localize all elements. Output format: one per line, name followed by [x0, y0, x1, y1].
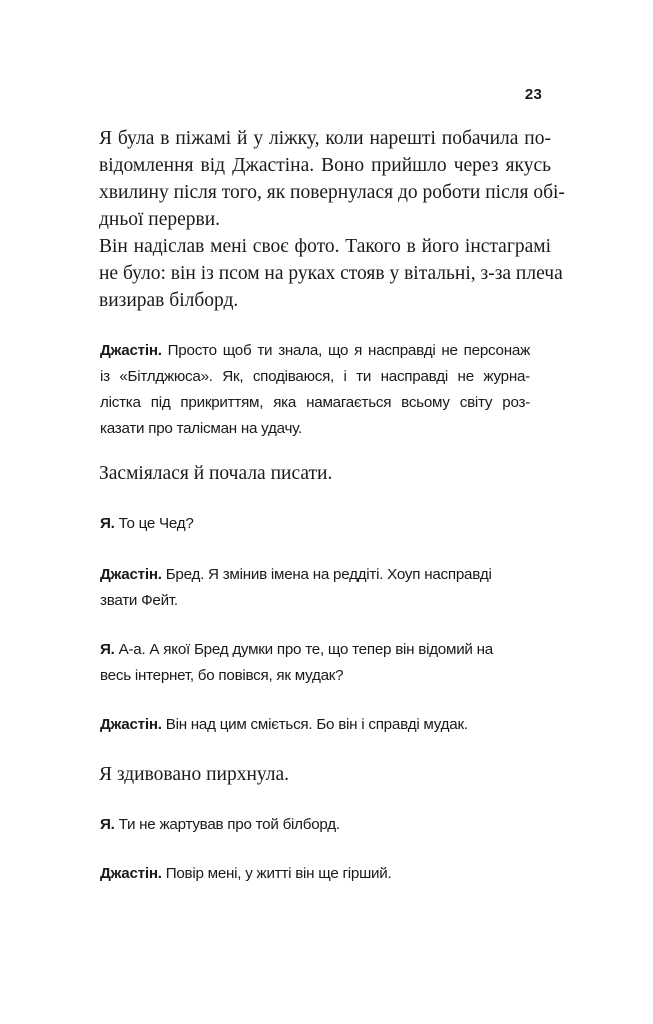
text-line	[100, 812, 530, 838]
paragraph	[99, 233, 563, 314]
page-number: 23	[524, 86, 542, 103]
text-line: Засміялася й почала писати.	[99, 463, 333, 484]
speaker-name: Джастін.	[100, 716, 162, 733]
chat-message	[100, 861, 530, 887]
text-line: весь інтернет, бо повівся, як мудак?	[100, 667, 344, 684]
text-line	[100, 861, 530, 887]
text-line: звати Фейт.	[100, 592, 178, 609]
text-line: хвилину після того, як повернулася до роботи після обі-	[99, 182, 565, 203]
text-line: казати про талісман на удачу.	[100, 420, 302, 437]
text-line: Я здивовано пирхнула.	[99, 764, 290, 785]
speaker-name: Джастін.	[100, 342, 162, 359]
message-text: Просто щоб ти знала, що я насправді не персонаж	[161, 342, 530, 359]
chat-message	[100, 511, 530, 537]
text-line: із «Бітлджюса». Як, сподіваюся, і ти насправді не журна-	[100, 368, 530, 385]
text-line: відомлення від Джастіна. Воно прийшло через якусь	[99, 155, 551, 176]
text-line: дньої перерви.	[99, 209, 221, 230]
narration	[99, 460, 551, 487]
speaker-name: Джастін.	[100, 865, 162, 882]
message-text: Ти не жартував про той білборд.	[114, 816, 340, 833]
speaker-name: Джастін.	[100, 566, 162, 583]
message-text: Бред. Я змінив імена на реддіті. Хоуп насправді	[161, 566, 492, 583]
chat-message	[100, 637, 530, 689]
message-text: То це Чед?	[114, 515, 194, 532]
text-line: визирав білборд.	[99, 290, 239, 311]
speaker-name: Я.	[100, 641, 115, 658]
text-line	[100, 562, 530, 588]
text-line	[100, 637, 530, 663]
chat-message	[100, 562, 530, 614]
text-line: не було: він із псом на руках стояв у вітальні, з-за плеча	[99, 263, 563, 284]
text-line: Я була в піжамі й у ліжку, коли нарешті побачила по-	[99, 128, 551, 149]
text-line	[100, 338, 530, 364]
narration	[99, 761, 551, 788]
paragraph	[99, 125, 565, 233]
message-text: Він над цим сміється. Бо він і справді мудак.	[161, 716, 468, 733]
speaker-name: Я.	[100, 816, 115, 833]
text-line: Він надіслав мені своє фото. Такого в його інстаграмі	[99, 236, 551, 257]
message-text: Повір мені, у житті він ще гірший.	[161, 865, 392, 882]
text-line: лістка під прикриттям, яка намагається всьому світу роз-	[100, 394, 530, 411]
message-text: А-а. А якої Бред думки про те, що тепер він відомий на	[114, 641, 493, 658]
text-line	[100, 511, 530, 537]
text-line	[100, 712, 530, 738]
speaker-name: Я.	[100, 515, 115, 532]
chat-message	[100, 812, 530, 838]
chat-message	[100, 712, 530, 738]
chat-message	[100, 338, 530, 442]
